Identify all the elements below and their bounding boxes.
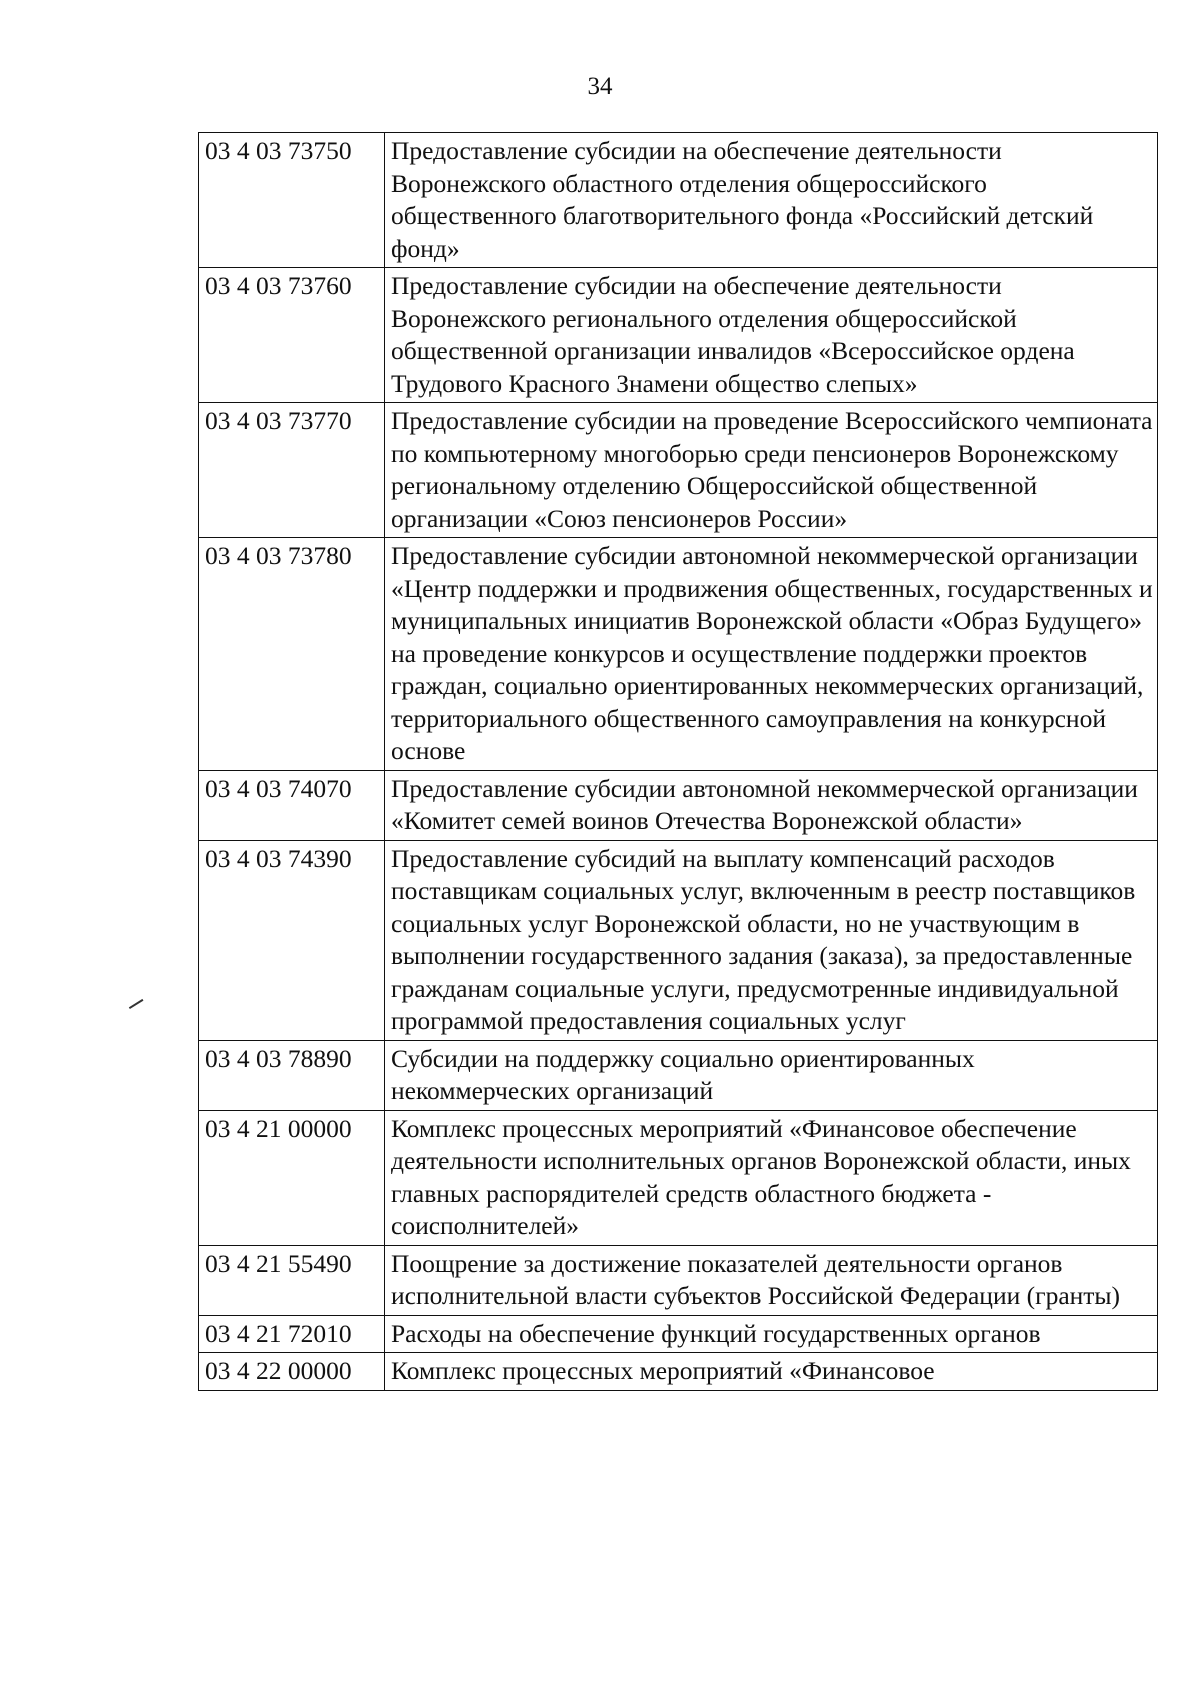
budget-classification-table <box>198 132 1158 1391</box>
row-code: 03 4 21 72010 <box>199 1315 385 1353</box>
table-row <box>199 770 1158 840</box>
table-row <box>199 133 1158 268</box>
row-description: Предоставление субсидий на выплату компенсаций расходов поставщикам социальных услуг, включенным в реестр поставщиков социальных услуг Воронежской области, но не участвующим в выполнении государственного задания (заказа), за предоставленные гражданам социальные услуги, предусмотренные индивидуальной программой предоставления социальных услуг <box>385 840 1158 1040</box>
row-description: Поощрение за достижение показателей деятельности органов исполнительной власти субъектов Российской Федерации (гранты) <box>385 1245 1158 1315</box>
row-description: Предоставление субсидии автономной некоммерческой организации «Центр поддержки и продвижения общественных, государственных и муниципальных инициатив Воронежской области «Образ Будущего» на проведение конкурсов и осуществление поддержки проектов граждан, социально ориентированных некоммерческих организаций, территориального общественного самоуправления на конкурсной основе <box>385 538 1158 771</box>
row-description: Расходы на обеспечение функций государственных органов <box>385 1315 1158 1353</box>
table-row <box>199 403 1158 538</box>
row-description: Предоставление субсидии на обеспечение деятельности Воронежского областного отделения общероссийского общественного благотворительного фонда «Российский детский фонд» <box>385 133 1158 268</box>
table-row <box>199 840 1158 1040</box>
row-code: 03 4 03 73770 <box>199 403 385 538</box>
stray-pen-mark <box>129 999 143 1009</box>
row-description: Комплекс процессных мероприятий «Финансовое <box>385 1353 1158 1391</box>
table-row <box>199 1040 1158 1110</box>
row-code: 03 4 03 74070 <box>199 770 385 840</box>
table-row <box>199 538 1158 771</box>
row-code: 03 4 21 55490 <box>199 1245 385 1315</box>
row-description: Предоставление субсидии на проведение Всероссийского чемпионата по компьютерному многоборью среди пенсионеров Воронежскому региональному отделению Общероссийской общественной организации «Союз пенсионеров России» <box>385 403 1158 538</box>
row-description: Субсидии на поддержку социально ориентированных некоммерческих организаций <box>385 1040 1158 1110</box>
table-row <box>199 1245 1158 1315</box>
table-row <box>199 1110 1158 1245</box>
row-description: Комплекс процессных мероприятий «Финансовое обеспечение деятельности исполнительных органов Воронежской области, иных главных распорядителей средств областного бюджета - соисполнителей» <box>385 1110 1158 1245</box>
row-code: 03 4 03 73760 <box>199 268 385 403</box>
page-number: 34 <box>587 73 613 100</box>
row-code: 03 4 22 00000 <box>199 1353 385 1391</box>
row-code: 03 4 03 73780 <box>199 538 385 771</box>
row-code: 03 4 03 78890 <box>199 1040 385 1110</box>
row-description: Предоставление субсидии на обеспечение деятельности Воронежского регионального отделения общероссийской общественной организации инвалидов «Всероссийское ордена Трудового Красного Знамени общество слепых» <box>385 268 1158 403</box>
row-code: 03 4 21 00000 <box>199 1110 385 1245</box>
table-row <box>199 1353 1158 1391</box>
row-code: 03 4 03 74390 <box>199 840 385 1040</box>
table-row <box>199 268 1158 403</box>
row-description: Предоставление субсидии автономной некоммерческой организации «Комитет семей воинов Отечества Воронежской области» <box>385 770 1158 840</box>
table-row <box>199 1315 1158 1353</box>
row-code: 03 4 03 73750 <box>199 133 385 268</box>
